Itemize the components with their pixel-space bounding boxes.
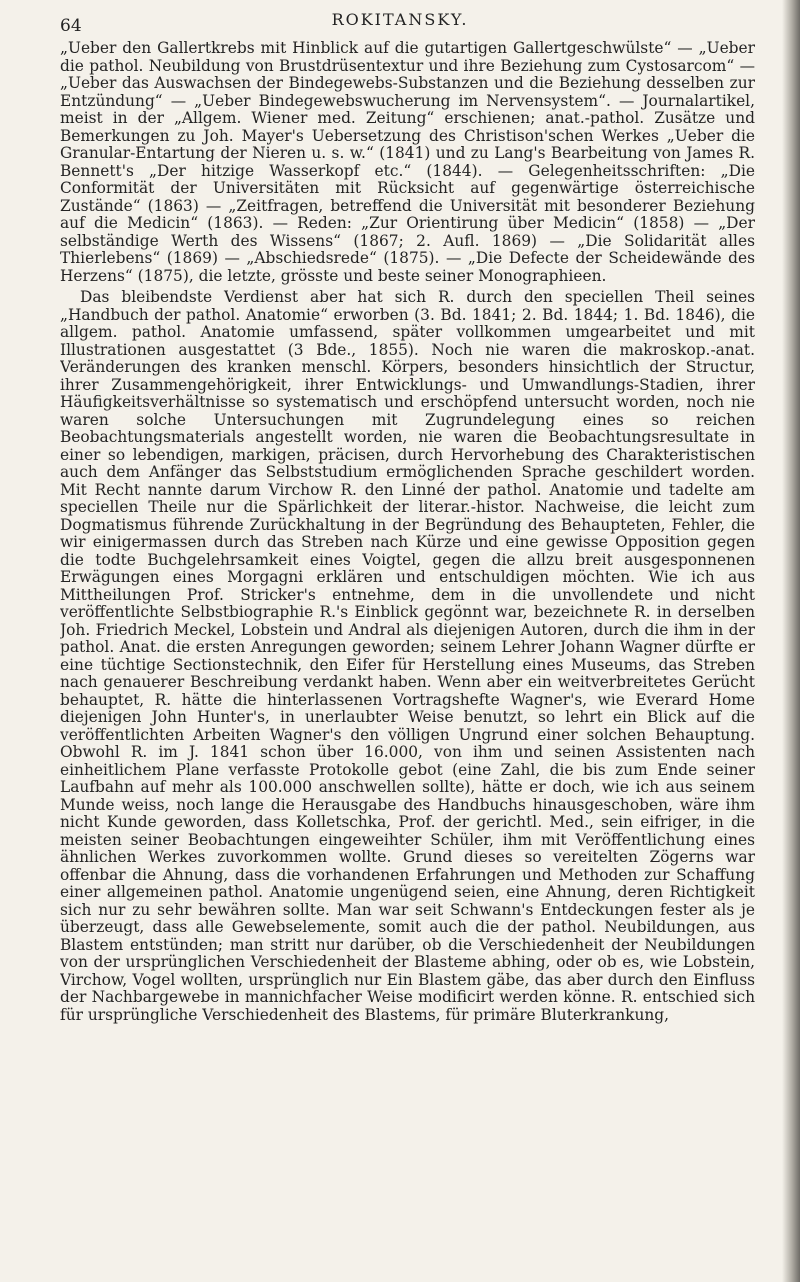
main-paragraph: Das bleibendste Verdienst aber hat sich R. durch den speciellen Theil seines „Handbuch der pathol. Anatomie“ erworben (3. Bd. 1841; 2. Bd. 1844; 1. Bd. 1846), die allgem. pathol. Anatomie umfassend, später vollkommen umgearbeitet und mit Illustrationen ausgestattet (3 Bde., 1855). Noch nie waren die makroskop.-anat. Veränderungen des kranken menschl. Körpers, besonders hinsichtlich der Structur, ihrer Zusammengehörigkeit, ihrer Entwicklungs- und Umwandlungs-Stadien, ihrer Häufigkeitsverhältnisse so systematisch und erschöpfend untersucht worden, noch nie waren solche Untersuchungen mit Zugrundelegung eines so reichen Beobachtungsmaterials angestellt worden, nie waren die Beobachtungsresultate in einer so lebendigen, markigen, präcisen, durch Hervorhebung des Charakteristischen auch dem Anfänger das Selbststudium ermöglichenden Sprache geschildert worden. Mit Recht nannte darum Virchow R. den Linné der pathol. Anatomie und tadelte am speciellen Theile nur die Spärlichkeit der literar.-histor. Nachweise, die leicht zum Dogmatismus führende Zurückhaltung in der Begründung des Behaupteten, Fehler, die wir einigermassen durch das Streben nach Kürze und eine gewisse Opposition gegen die todte Buchgelehrsamkeit eines Voigtel, gegen die allzu breit ausgesponnenen Erwägungen eines Morgagni erklären und entschuldigen möchten. Wie ich aus Mittheilungen Prof. Stricker's entnehme, dem in die unvollendete und nicht veröffentlichte Selbstbiographie R.'s Einblick gegönnt war, bezeichnete R. in derselben Joh. Friedrich Meckel, Lobstein und Andral als diejenigen Autoren, durch die ihm in der pathol. Anat. die ersten Anregungen geworden; seinem Lehrer Johann Wagner dürfte er eine tüchtige Sectionstechnik, den Eifer für Herstellung eines Museums, das Streben nach genauerer Beschreibung verdankt haben. Wenn aber ein weitverbreitetes Gerücht behauptet, R. hätte die hinterlassenen Vortragshefte Wagner's, wie Everard Home diejenigen John Hunter's, in unerlaubter Weise benutzt, so lehrt ein Blick auf die veröffentlichten Arbeiten Wagner's den völligen Ungrund einer solchen Behauptung. Obwohl R. im J. 1841 schon über 16.000, von ihm und seinen Assistenten nach einheitlichem Plane verfasste Protokolle gebot (eine Zahl, die bis zum Ende seiner Laufbahn auf mehr als 100.000 anschwellen sollte), hätte er doch, wie ich aus seinem Munde weiss, noch lange die Herausgabe des Handbuchs hinausgeschoben, wäre ihm nicht Kunde geworden, dass Kolletschka, Prof. der gerichtl. Med., sein eifriger, in die meisten seiner Beobachtungen eingeweihter Schüler, ihm mit Veröffentlichung eines ähnlichen Werkes zuvorkommen wollte. Grund dieses so vereitelten Zögerns war offenbar die Ahnung, dass die vorhandenen Erfahrungen und Methoden zur Schaffung einer allgemeinen pathol. Anatomie ungenügend seien, eine Ahnung, deren Richtigkeit sich nur zu sehr bewähren sollte. Man war seit Schwann's Entdeckungen fester als je überzeugt, dass alle Gewebselemente, somit auch die der pathol. Neubildungen, aus Blastem entstünden; man stritt nur darüber, ob die Verschiedenheit der Neubildungen von der ursprünglichen Verschiedenheit der Blasteme abhing, oder ob es, wie Lobstein, Virchow, Vogel wollten, ursprünglich nur Ein Blastem gäbe, das aber durch den Einfluss der Nachbargewebe in mannichfacher Weise modificirt werden könne. R. entschied sich für ursprüngliche Verschiedenheit des Blastems, für primäre Bluterkrankung, (60, 288, 755, 1024)
body-text (60, 40, 755, 1270)
page-edge-shadow (782, 0, 800, 1282)
bibliography-paragraph: „Ueber den Gallertkrebs mit Hinblick auf die gutartigen Gallertgeschwülste“ — „Ueber die pathol. Neubildung von Brustdrüsentextur und ihre Beziehung zum Cystosarcom“ — „Ueber das Auswachsen der Bindegewebs-Substanzen und die Beziehung desselben zur Entzündung“ — „Ueber Bindegewebswucherung im Nervensystem“. — Journalartikel, meist in der „Allgem. Wiener med. Zeitung“ erschienen; anat.-pathol. Zusätze und Bemerkungen zu Joh. Mayer's Uebersetzung des Christison'schen Werkes „Ueber die Granular-Entartung der Nieren u. s. w.“ (1841) und zu Lang's Bearbeitung von James R. Bennett's „Der hitzige Wasserkopf etc.“ (1844). — Gelegenheitsschriften: „Die Conformität der Universitäten mit Rücksicht auf gegenwärtige österreichische Zustände“ (1863) — „Zeitfragen, betreffend die Universität mit besonderer Beziehung auf die Medicin“ (1863). — Reden: „Zur Orientirung über Medicin“ (1858) — „Der selbständige Werth des Wissens“ (1867; 2. Aufl. 1869) — „Die Solidarität alles Thierlebens“ (1869) — „Abschiedsrede“ (1875). — „Die Defecte der Scheidewände des Herzens“ (1875), die letzte, grösste und beste seiner Monographieen. (60, 40, 755, 285)
running-title: ROKITANSKY. (331, 10, 469, 29)
page-number: 64 (60, 16, 82, 36)
